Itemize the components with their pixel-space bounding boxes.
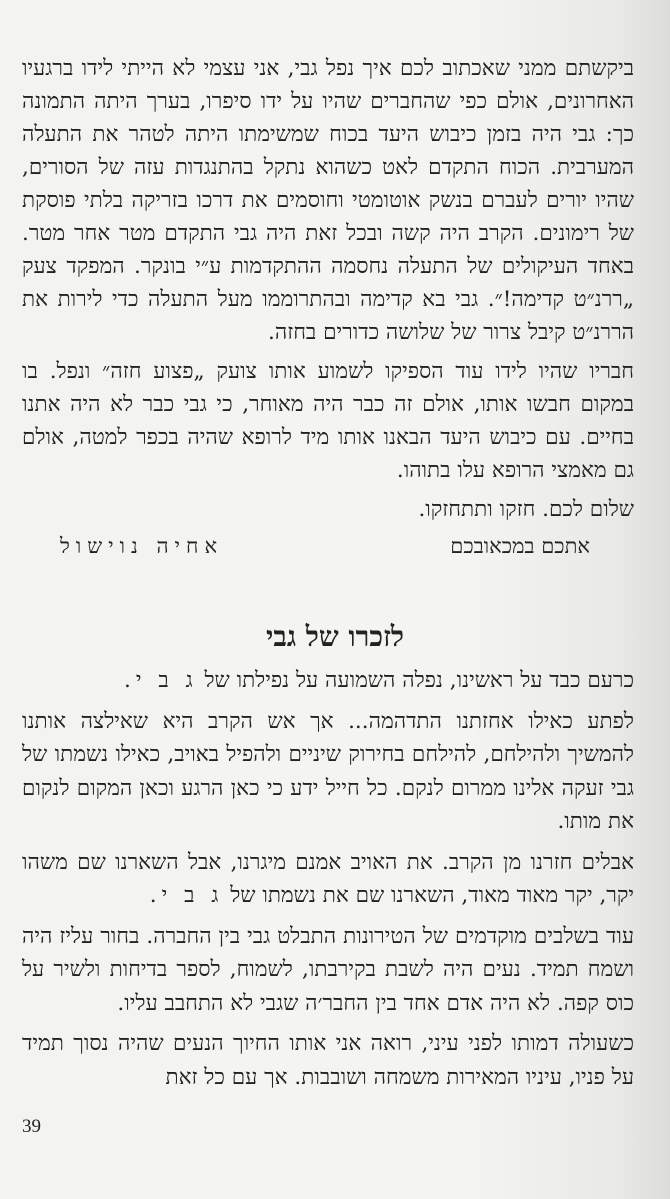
memorial-paragraph-name: ג ב י. [149, 883, 224, 908]
letter-body [22, 52, 634, 526]
page-number: 39 [22, 1116, 41, 1137]
memorial-paragraph-text: כשעולה דמותו לפני עיני, רואה אני אותו החיוך הנעים שהיה נסוך תמיד על פניו, עיניו המאירות משמחה ושובבות. אך עם כל זאת [22, 1031, 634, 1090]
letter-paragraph: ביקשתם ממני שאכתוב לכם איך נפל גבי, אני עצמי לא הייתי לידו ברגעיו האחרונים, אולם כפי שהחברים שהיו על ידו סיפרו, בערך היתה התמונה כך: גבי היה בזמן כיבוש היעד בכוח שמשימתו היתה לטהר את התעלה המערבית. הכוח התקדם לאט כשהוא נתקל בהתנגדות עזה של הסורים, שהיו יורים לעברם בנשק אוטומטי וחוסמים את דרכו בזריקה בלתי פוסקת של רימונים. הקרב היה קשה ובכל זאת היה גבי התקדם מטר אחר מטר. באחד העיקולים של התעלה נחסמה ההתקדמות ע״י בונקר. המפקד צעק „ררנ״ט קדימה!״. גבי בא קדימה ובהתרוממו מעל התעלה כדי לירות את הררנ״ט קיבל צרור של שלושה כדורים בחזה. [22, 56, 634, 345]
letter-greeting: שלום לכם. חזקו ותתחזקו. [418, 497, 634, 522]
letter-closing: אתכם במכאובכם [450, 534, 590, 558]
memorial-body [22, 664, 634, 1094]
letter-paragraph: חבריו שהיו לידו עוד הספיקו לשמוע אותו צועק „פצוע חזה״ ונפל. בו במקום חבשו אותו, אולם זה כבר היה מאוחר, כי גבי כבר לא היה אתנו בחיים. עם כיבוש היעד הבאנו אותו מיד לרופא שהיה בכפר למטה, אולם גם מאמצי הרופא עלו בתוהו. [22, 359, 634, 483]
memorial-title: לזכרו של גבי [265, 620, 404, 653]
memorial-paragraph-text: אבלים חזרנו מן הקרב. את האויב אמנם מיגרנו, אבל השארנו שם משהו יקר, יקר מאוד מאוד, השארנו שם את נשמתו של [22, 849, 634, 908]
memorial-paragraph [22, 1027, 634, 1094]
memorial-paragraph-text: כרעם כבד על ראשינו, נפלה השמועה על נפילתו של [197, 668, 634, 693]
memorial-paragraph-name: ג ב י. [124, 668, 198, 693]
memorial-paragraph [22, 664, 634, 698]
letter-signature: אחיה נוישול [60, 534, 224, 558]
letter-signoff [60, 534, 590, 559]
memorial-paragraph [22, 705, 634, 839]
memorial-paragraph-text: לפתע כאילו אחזתנו התדהמה... אך אש הקרב היא שאילצה אותנו להמשיך ולהילחם, להילחם בחירוק שיניים ולהפיל באויב, כאילו נשמתו של גבי זעקה אלינו ממרום לנקם. כל חייל ידע כי כאן הרגע וכאן המקום לנקום את מותו. [22, 708, 634, 834]
memorial-paragraph-text: עוד בשלבים מוקדמים של הטירונות התבלט גבי בין החברה. בחור עליז היה ושמח תמיד. נעים היה לשבת בקירבתו, לשמוח, לספר בדיחות ולשיר על כוס קפה. לא היה אדם אחד בין החבר׳ה שגבי לא התחבב עליו. [22, 923, 634, 1016]
memorial-paragraph [22, 846, 634, 913]
memorial-paragraph [22, 920, 634, 1021]
